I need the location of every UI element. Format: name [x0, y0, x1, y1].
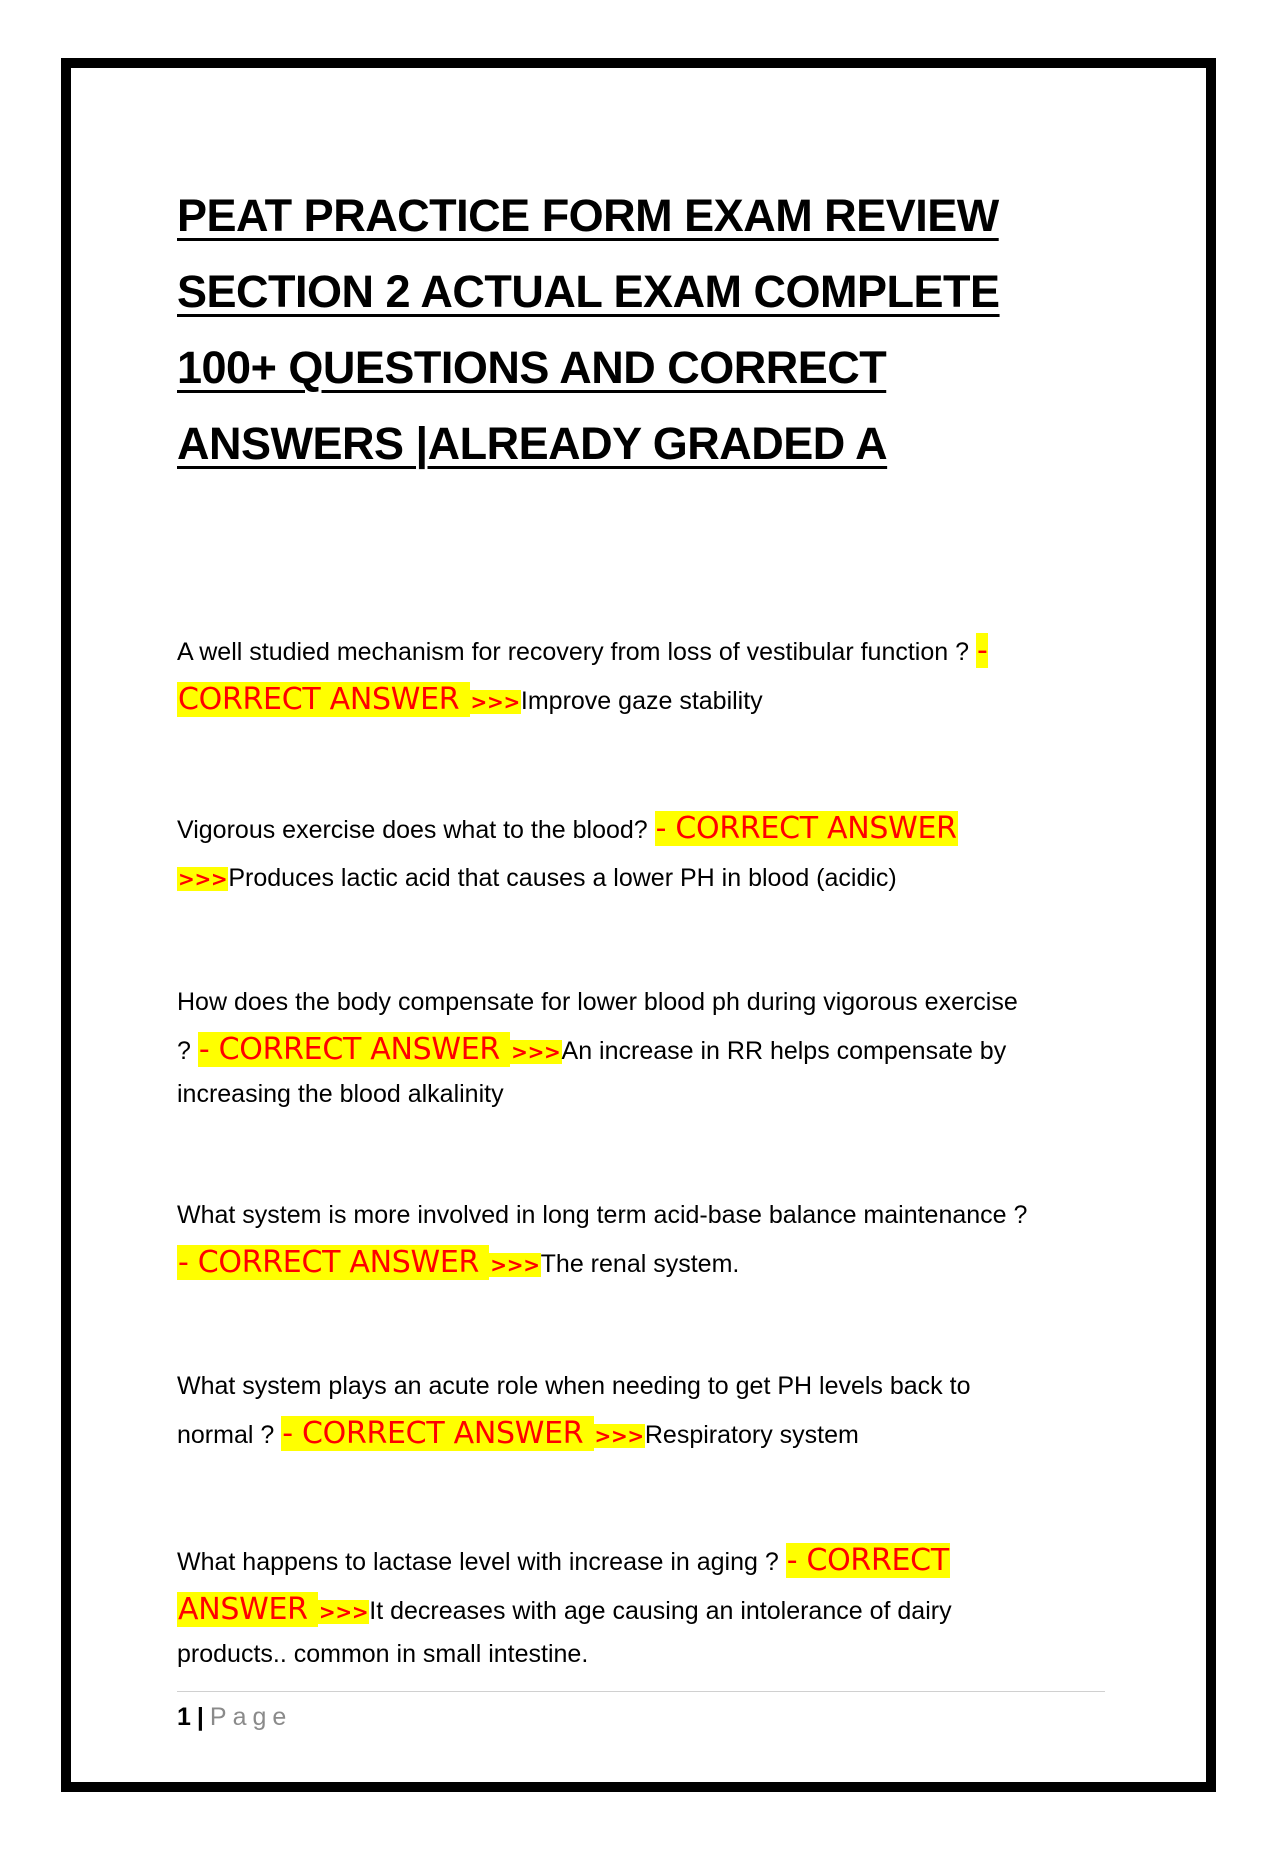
title-line: ANSWERS |ALREADY GRADED A: [177, 418, 888, 469]
answer-text: Respiratory system: [644, 1421, 859, 1449]
qa-line: [177, 805, 1107, 854]
qa-line: [177, 978, 1107, 1026]
qa-item: [177, 627, 1107, 726]
qa-line: [177, 676, 1107, 726]
question-text: What happens to lactase level with increase in aging ?: [177, 1548, 786, 1576]
answer-text: products.. common in small intestine.: [177, 1640, 589, 1668]
answer-arrow: >>>: [594, 1424, 644, 1448]
answer-marker: -: [976, 633, 988, 668]
qa-item: [177, 805, 1107, 903]
qa-line: [177, 627, 1107, 676]
document-title: [177, 178, 1107, 482]
answer-text: An increase in RR helps compensate by: [561, 1037, 1007, 1065]
answer-arrow: >>>: [470, 690, 520, 714]
answer-arrow: >>>: [318, 1600, 369, 1624]
question-text: How does the body compensate for lower blood ph during vigorous exercise: [177, 988, 1018, 1016]
page-footer: [177, 1691, 1105, 1734]
qa-line: [177, 1586, 1107, 1636]
qa-line: [177, 1239, 1107, 1289]
page-label: Page: [209, 1703, 293, 1731]
footer-separator: |: [196, 1703, 204, 1731]
qa-line: [177, 1636, 1107, 1672]
qa-line: [177, 1362, 1107, 1410]
answer-marker: - CORRECT ANSWER: [655, 811, 957, 846]
qa-item: [177, 1191, 1107, 1289]
question-text: normal ?: [177, 1421, 282, 1449]
answer-text: It decreases with age causing an intolerance of dairy: [369, 1597, 952, 1625]
question-text: Vigorous exercise does what to the blood?: [177, 816, 655, 844]
answer-arrow: >>>: [511, 1040, 561, 1064]
answer-marker: - CORRECT: [786, 1543, 949, 1578]
question-text: ?: [177, 1037, 198, 1065]
qa-line: [177, 1026, 1107, 1076]
answer-text: increasing the blood alkalinity: [177, 1080, 504, 1108]
qa-line: [177, 1410, 1107, 1460]
qa-line: [177, 1076, 1107, 1112]
qa-item: [177, 1362, 1107, 1460]
qa-line: [177, 1537, 1107, 1586]
qa-line: [177, 1191, 1107, 1239]
answer-arrow: >>>: [178, 867, 228, 891]
question-text: What system is more involved in long term acid-base balance maintenance ?: [177, 1201, 1028, 1229]
qa-line: [177, 854, 1107, 903]
answer-marker: ANSWER: [178, 1592, 317, 1627]
question-text: What system plays an acute role when needing to get PH levels back to: [177, 1372, 971, 1400]
answer-text: Improve gaze stability: [520, 687, 763, 715]
answer-marker: - CORRECT ANSWER: [198, 1032, 510, 1067]
title-line: SECTION 2 ACTUAL EXAM COMPLETE: [177, 266, 1000, 317]
qa-item: [177, 978, 1107, 1112]
answer-arrow: >>>: [490, 1253, 540, 1277]
title-line: PEAT PRACTICE FORM EXAM REVIEW: [177, 190, 999, 241]
answer-marker: CORRECT ANSWER: [178, 682, 469, 717]
answer-text: The renal system.: [540, 1250, 740, 1278]
document-body: [177, 178, 1107, 482]
title-line: 100+ QUESTIONS AND CORRECT: [177, 342, 887, 393]
page-number: 1: [177, 1703, 191, 1731]
answer-text: Produces lactic acid that causes a lower PH in blood (acidic): [228, 864, 897, 892]
answer-marker: - CORRECT ANSWER: [178, 1245, 489, 1280]
question-text: A well studied mechanism for recovery from loss of vestibular function ?: [177, 638, 976, 666]
qa-item: [177, 1537, 1107, 1672]
answer-marker: - CORRECT ANSWER: [282, 1416, 593, 1451]
